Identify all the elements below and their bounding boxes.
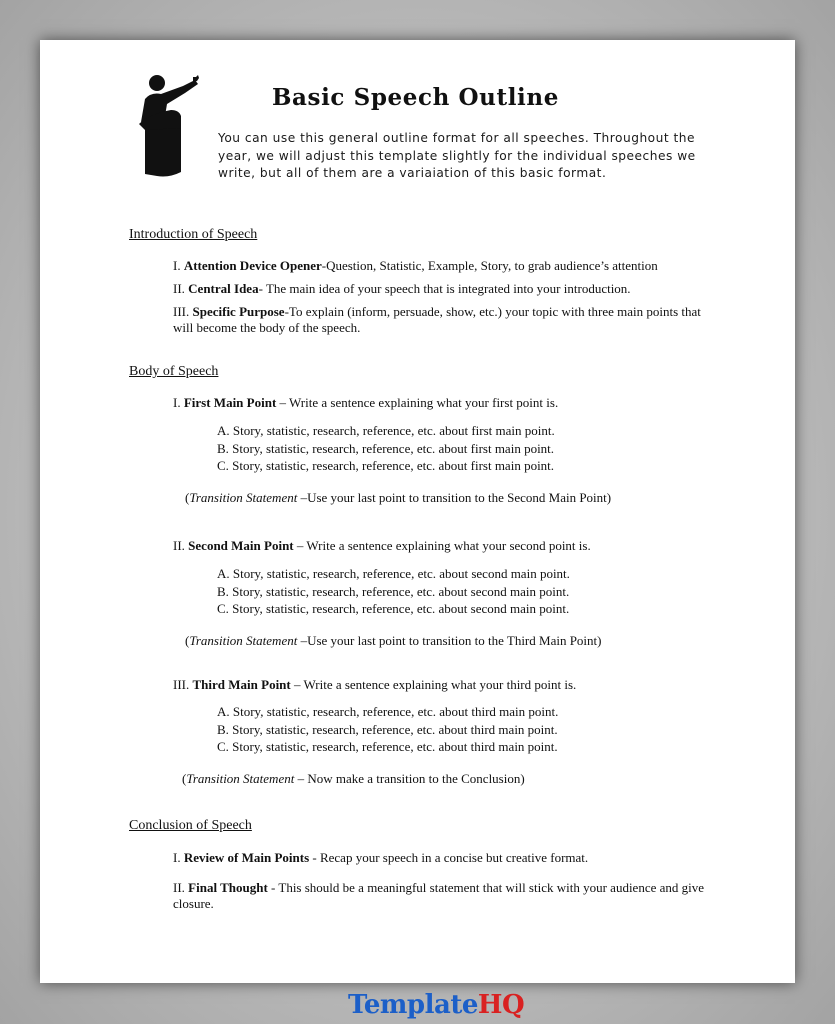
list-item: B. Story, statistic, research, reference, etc. about third main point.	[217, 721, 558, 737]
transition-statement-1: (Transition Statement –Use your last point to transition to the Second Main Point)	[185, 490, 612, 505]
list-item: A. Story, statistic, research, reference, etc. about second main point.	[217, 566, 570, 581]
conclusion-item-review: I. Review of Main Points - Recap your speech in a concise but creative format.	[173, 850, 589, 865]
first-point-subpoints	[217, 422, 555, 475]
conclusion-item-final-thought: II. Final Thought - This should be a meaningful statement that will stick with your audience and give closure.	[173, 880, 705, 911]
transition-statement-2: (Transition Statement –Use your last point to transition to the Third Main Point)	[185, 633, 602, 648]
main-point-second: II. Second Main Point – Write a sentence explaining what your second point is.	[173, 538, 591, 553]
second-point-subpoints	[217, 565, 570, 618]
section-heading-introduction: Introduction of Speech	[129, 227, 258, 242]
list-item: B. Story, statistic, research, reference, etc. about first main point.	[217, 440, 555, 456]
intro-item-central-idea: II. Central Idea- The main idea of your speech that is integrated into your introduction.	[173, 281, 631, 296]
list-item: C. Story, statistic, research, reference, etc. about second main point.	[217, 601, 570, 617]
list-item: C. Story, statistic, research, reference, etc. about first main point.	[217, 458, 555, 474]
document-page	[40, 40, 795, 983]
speaker-at-podium-icon	[135, 74, 205, 180]
third-point-subpoints	[217, 703, 558, 756]
templatehq-watermark-logo: TemplateHQ	[348, 990, 525, 1020]
intro-item-attention: I. Attention Device Opener-Question, Statistic, Example, Story, to grab audience’s attention	[173, 258, 658, 273]
list-item: B. Story, statistic, research, reference, etc. about second main point.	[217, 583, 570, 599]
section-heading-conclusion: Conclusion of Speech	[129, 818, 252, 833]
main-point-first: I. First Main Point – Write a sentence explaining what your first point is.	[173, 395, 559, 410]
list-item: C. Story, statistic, research, reference, etc. about third main point.	[217, 739, 558, 755]
page-title: Basic Speech Outline	[272, 84, 559, 111]
transition-statement-3: (Transition Statement – Now make a transition to the Conclusion)	[182, 771, 525, 786]
intro-item-specific-purpose: III. Specific Purpose-To explain (inform, persuade, show, etc.) your topic with three main points that will become the body of the speech.	[173, 304, 701, 335]
main-point-third: III. Third Main Point – Write a sentence explaining what your third point is.	[173, 677, 577, 692]
section-heading-body: Body of Speech	[129, 364, 219, 379]
list-item: A. Story, statistic, research, reference, etc. about third main point.	[217, 704, 559, 719]
intro-paragraph: You can use this general outline format for all speeches. Throughout the year, we will adjust this template slightly for the individual speeches we write, but all of them are a variaiation of this basic format.	[218, 131, 696, 180]
list-item: A. Story, statistic, research, reference, etc. about first main point.	[217, 423, 555, 438]
